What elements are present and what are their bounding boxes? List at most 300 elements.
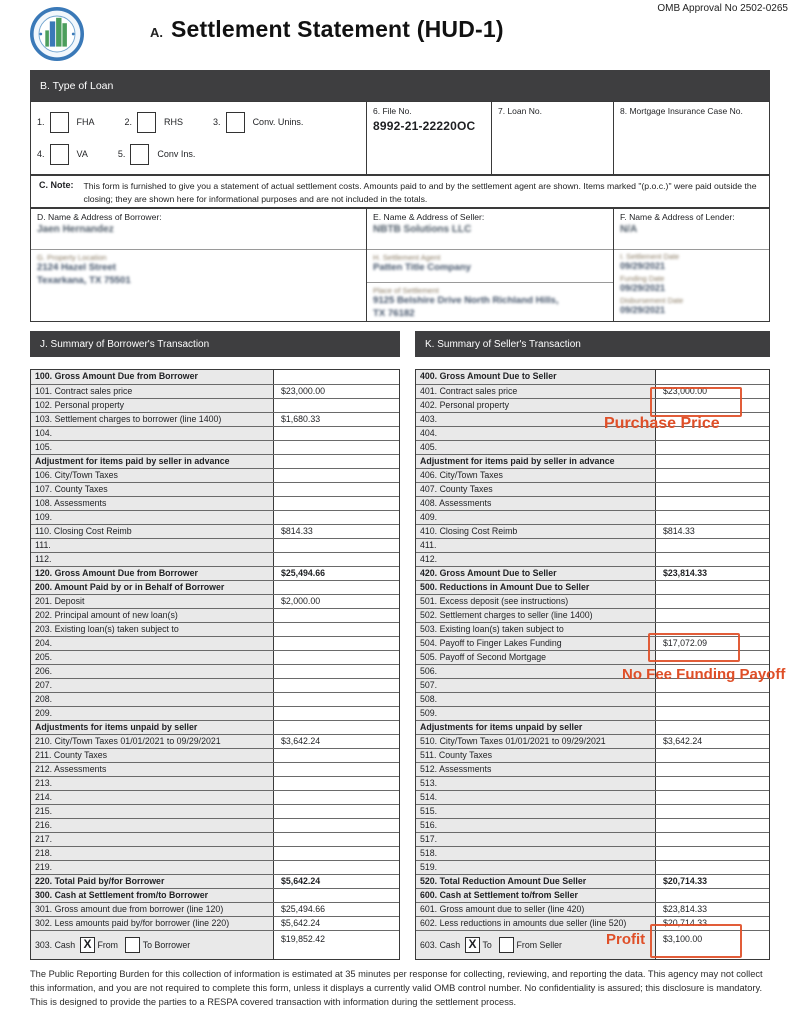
table-row	[31, 706, 399, 720]
table-row	[416, 692, 769, 706]
unchecked-checkbox[interactable]	[499, 937, 514, 953]
section-b-header: B. Type of Loan	[30, 70, 770, 101]
section-header-row	[416, 370, 769, 384]
row-value-cell	[656, 441, 769, 454]
disbursement-date-label: Disbursement Date	[620, 295, 684, 305]
table-row	[416, 524, 769, 538]
row-label-cell: 601. Gross amount due to seller (line 420)	[416, 903, 656, 916]
row-label-cell: 404.	[416, 427, 656, 440]
cash-row-label: 603. Cash	[420, 939, 465, 950]
row-value-cell	[656, 581, 769, 594]
table-row	[416, 860, 769, 874]
row-label-cell: 504. Payoff to Finger Lakes Funding	[416, 637, 656, 650]
checked-checkbox[interactable]: X	[80, 937, 95, 953]
row-label-cell: 514.	[416, 791, 656, 804]
row-label-cell: 405.	[416, 441, 656, 454]
row-label-cell: Adjustments for items unpaid by seller	[416, 721, 656, 734]
settlement-date-value: 09/29/2021	[620, 261, 666, 271]
row-label-cell: 214.	[31, 791, 274, 804]
table-row	[416, 846, 769, 860]
row-label-cell: 212. Assessments	[31, 763, 274, 776]
table-row	[31, 566, 399, 580]
row-value-cell	[274, 370, 399, 384]
row-value-cell	[274, 805, 399, 818]
table-row	[416, 832, 769, 846]
table-row	[31, 552, 399, 566]
row-label-cell: 520. Total Reduction Amount Due Seller	[416, 875, 656, 888]
row-value-cell: $5,642.24	[274, 917, 399, 930]
row-label-cell: 401. Contract sales price	[416, 385, 656, 398]
seller-column	[366, 209, 613, 321]
row-value-cell	[274, 679, 399, 692]
seller-label: E. Name & Address of Seller:	[373, 212, 485, 222]
row-value-cell	[274, 707, 399, 720]
table-row	[416, 482, 769, 496]
row-value-cell	[274, 665, 399, 678]
table-row	[416, 818, 769, 832]
row-value-cell	[274, 539, 399, 552]
row-value-cell	[656, 469, 769, 482]
row-label-cell: 215.	[31, 805, 274, 818]
section-header-row	[31, 370, 399, 384]
row-value-cell	[274, 609, 399, 622]
purchase-price-annotation-label: Purchase Price	[604, 415, 720, 432]
row-label-cell: 213.	[31, 777, 274, 790]
table-row	[31, 650, 399, 664]
borrower-column	[31, 209, 366, 321]
row-value-cell	[274, 861, 399, 874]
settlement-date-label: I. Settlement Date	[620, 252, 680, 261]
loan-type-number: 2.	[124, 117, 133, 127]
row-label-cell: 406. City/Town Taxes	[416, 469, 656, 482]
property-location-label: G. Property Location	[37, 253, 107, 262]
row-value-cell: $3,642.24	[656, 735, 769, 748]
row-label-cell: 505. Payoff of Second Mortgage	[416, 651, 656, 664]
table-row	[416, 566, 769, 580]
table-row	[31, 398, 399, 412]
lender-label: F. Name & Address of Lender:	[620, 212, 735, 222]
row-label-cell: 408. Assessments	[416, 497, 656, 510]
seller-name: NBTB Solutions LLC	[373, 224, 472, 235]
rhs-label: RHS	[164, 117, 184, 127]
checkbox-option-label: To Borrower	[140, 939, 191, 950]
table-row	[416, 804, 769, 818]
form-title: Settlement Statement (HUD-1)	[171, 16, 504, 42]
row-label-cell: 508.	[416, 693, 656, 706]
row-value-cell	[274, 623, 399, 636]
row-value-cell: $23,814.33	[656, 903, 769, 916]
row-label-cell: 208.	[31, 693, 274, 706]
section-header-row	[31, 720, 399, 734]
row-value-cell: $25,494.66	[274, 903, 399, 916]
row-label-cell: 108. Assessments	[31, 497, 274, 510]
row-value-cell: $19,852.42	[274, 931, 399, 959]
row-value-cell	[656, 539, 769, 552]
table-row	[31, 902, 399, 916]
property-address-line1: 2124 Hazel Street	[37, 262, 116, 273]
disbursement-date-value: 09/29/2021	[620, 304, 666, 315]
loan-no-cell	[491, 102, 613, 174]
row-value-cell	[656, 777, 769, 790]
table-row	[31, 818, 399, 832]
row-label-cell: 204.	[31, 637, 274, 650]
public-reporting-burden-text: The Public Reporting Burden for this collection of information is estimated at 35 minutes per response for collecting, reviewing, and reporting the data. This agency may not collect this information, and you are not required to complete this form, unless it displays a currently valid OMB control number. No confidentiality is assured; this disclosure is mandatory. This is designed to provide the parties to a RESPA covered transaction with information during the settlement process.	[30, 969, 763, 1007]
row-value-cell	[656, 483, 769, 496]
row-label-cell: 300. Cash at Settlement from/to Borrower	[31, 889, 274, 902]
table-row	[31, 440, 399, 454]
table-row	[31, 916, 399, 930]
row-label-cell: 407. County Taxes	[416, 483, 656, 496]
funding-date-label: Funding Date	[620, 273, 665, 283]
borrower-name: Jaen Hernandez	[37, 224, 114, 235]
lender-column	[613, 209, 769, 321]
conv-unins-checkbox[interactable]	[226, 112, 245, 133]
row-value-cell	[274, 553, 399, 566]
row-label-cell: 400. Gross Amount Due to Seller	[416, 370, 656, 384]
row-label-cell: 518.	[416, 847, 656, 860]
settlement-agent-name: Patten Title Company	[373, 262, 471, 273]
va-checkbox[interactable]	[50, 144, 69, 165]
section-c-note	[30, 175, 770, 208]
row-label-cell: 510. City/Town Taxes 01/01/2021 to 09/29/2021	[416, 735, 656, 748]
section-j-header: J. Summary of Borrower's Transaction	[30, 331, 400, 357]
section-header-row	[416, 888, 769, 902]
row-label-cell: 515.	[416, 805, 656, 818]
file-no-cell	[366, 102, 491, 174]
table-row	[416, 594, 769, 608]
row-value-cell	[274, 441, 399, 454]
row-value-cell	[274, 483, 399, 496]
row-value-cell	[274, 889, 399, 902]
file-no-value: 8992-21-22220OC	[373, 119, 476, 133]
row-value-cell	[274, 637, 399, 650]
row-label-cell: 412.	[416, 553, 656, 566]
loan-type-checkboxes	[31, 102, 366, 174]
table-row	[416, 468, 769, 482]
row-value-cell: $2,000.00	[274, 595, 399, 608]
row-value-cell: $23,814.33	[656, 567, 769, 580]
row-label-cell: 501. Excess deposit (see instructions)	[416, 595, 656, 608]
row-label-cell: Adjustment for items paid by seller in advance	[416, 455, 656, 468]
row-value-cell	[656, 861, 769, 874]
table-row	[416, 538, 769, 552]
row-label-cell: 600. Cash at Settlement to/from Seller	[416, 889, 656, 902]
row-value-cell	[274, 497, 399, 510]
table-row	[31, 804, 399, 818]
loan-no-label: 7. Loan No.	[498, 106, 542, 116]
place-of-settlement-line2: TX 76182	[373, 307, 415, 319]
row-value-cell: $814.33	[274, 525, 399, 538]
omb-approval-number: OMB Approval No 2502-0265	[657, 3, 788, 14]
row-label-cell: 103. Settlement charges to borrower (line 1400)	[31, 413, 274, 426]
row-label-cell: 120. Gross Amount Due from Borrower	[31, 567, 274, 580]
checkbox-option-label: From Seller	[514, 939, 562, 950]
row-value-cell	[656, 693, 769, 706]
unchecked-checkbox[interactable]	[125, 937, 140, 953]
row-label-cell: 410. Closing Cost Reimb	[416, 525, 656, 538]
note-label: C. Note:	[39, 180, 74, 190]
funding-date-value: 09/29/2021	[620, 282, 666, 293]
row-label-cell: 512. Assessments	[416, 763, 656, 776]
row-value-cell	[274, 763, 399, 776]
conv-ins-label: Conv Ins.	[157, 149, 196, 159]
row-value-cell	[656, 707, 769, 720]
row-value-cell	[656, 370, 769, 384]
table-row	[416, 734, 769, 748]
row-label-cell: 420. Gross Amount Due to Seller	[416, 567, 656, 580]
row-label-cell: 517.	[416, 833, 656, 846]
table-row	[31, 748, 399, 762]
table-row	[31, 622, 399, 636]
row-label-cell: 411.	[416, 539, 656, 552]
row-value-cell	[274, 833, 399, 846]
place-of-settlement-line1: 9125 Belshire Drive North Richland Hills,	[373, 295, 559, 306]
hud-seal-icon	[30, 7, 84, 61]
row-label-cell: 203. Existing loan(s) taken subject to	[31, 623, 274, 636]
row-value-cell	[656, 455, 769, 468]
lender-name: N/A	[620, 224, 638, 235]
cash-row	[31, 930, 399, 959]
section-a-letter: A.	[150, 25, 163, 40]
row-value-cell: $5,642.24	[274, 875, 399, 888]
table-row	[31, 860, 399, 874]
row-label-cell: 105.	[31, 441, 274, 454]
row-value-cell	[656, 889, 769, 902]
table-row	[31, 790, 399, 804]
table-row	[416, 608, 769, 622]
seller-transaction-table	[415, 369, 770, 960]
row-value-cell	[274, 581, 399, 594]
row-value-cell	[656, 553, 769, 566]
profit-annotation-box	[650, 924, 742, 958]
row-label-cell: 111.	[31, 539, 274, 552]
row-label-cell: 107. County Taxes	[31, 483, 274, 496]
row-label-cell: 509.	[416, 707, 656, 720]
table-row	[416, 552, 769, 566]
row-value-cell	[274, 399, 399, 412]
row-label-cell: 507.	[416, 679, 656, 692]
table-row	[31, 846, 399, 860]
table-row	[31, 636, 399, 650]
row-label-cell: 511. County Taxes	[416, 749, 656, 762]
row-label-cell: 402. Personal property	[416, 399, 656, 412]
row-value-cell	[656, 847, 769, 860]
mortgage-case-cell	[613, 102, 769, 174]
row-label-cell: 207.	[31, 679, 274, 692]
row-label-cell: 513.	[416, 777, 656, 790]
table-row	[31, 538, 399, 552]
row-label-cell: 502. Settlement charges to seller (line 1400)	[416, 609, 656, 622]
row-value-cell: $25,494.66	[274, 567, 399, 580]
table-row	[31, 412, 399, 426]
row-value-cell	[274, 651, 399, 664]
row-label-cell: 106. City/Town Taxes	[31, 469, 274, 482]
row-label-cell: 219.	[31, 861, 274, 874]
loan-type-number: 1.	[37, 117, 45, 127]
table-row	[31, 482, 399, 496]
row-value-cell: $3,642.24	[274, 735, 399, 748]
checked-checkbox[interactable]: X	[465, 937, 480, 953]
cash-row-label: 303. Cash	[35, 939, 80, 950]
row-value-cell	[656, 721, 769, 734]
section-header-row	[31, 888, 399, 902]
row-value-cell	[656, 511, 769, 524]
row-value-cell	[274, 469, 399, 482]
table-row	[416, 748, 769, 762]
file-no-label: 6. File No.	[373, 106, 412, 116]
row-value-cell: $23,000.00	[274, 385, 399, 398]
row-value-cell	[274, 693, 399, 706]
row-label-cell: 209.	[31, 707, 274, 720]
row-label-cell: 206.	[31, 665, 274, 678]
borrower-label: D. Name & Address of Borrower:	[37, 212, 162, 222]
table-row	[31, 608, 399, 622]
row-label-cell: 301. Gross amount due from borrower (line 120)	[31, 903, 274, 916]
row-label-cell: 220. Total Paid by/for Borrower	[31, 875, 274, 888]
row-label-cell: 302. Less amounts paid by/for borrower (line 220)	[31, 917, 274, 930]
section-k-header: K. Summary of Seller's Transaction	[415, 331, 770, 357]
table-row	[416, 440, 769, 454]
row-value-cell	[656, 749, 769, 762]
row-label-cell: 112.	[31, 553, 274, 566]
place-of-settlement-label: Place of Settlement	[373, 286, 439, 295]
row-value-cell: $814.33	[656, 525, 769, 538]
row-value-cell: $3,100.00	[656, 931, 769, 959]
row-label-cell: 506.	[416, 665, 656, 678]
section-header-row	[416, 720, 769, 734]
property-address-line2: Texarkana, TX 75501	[37, 274, 131, 286]
fha-label: FHA	[76, 117, 95, 127]
purchase-price-annotation-box	[650, 387, 742, 417]
row-value-cell	[274, 819, 399, 832]
row-value-cell	[274, 455, 399, 468]
row-value-cell: $1,680.33	[274, 413, 399, 426]
borrower-transaction-table	[30, 369, 400, 960]
table-row	[416, 762, 769, 776]
row-label-cell: 200. Amount Paid by or in Behalf of Borrower	[31, 581, 274, 594]
row-value-cell: $23,000.00	[656, 385, 769, 398]
table-row	[416, 510, 769, 524]
payoff-annotation-label: No Fee Funding Payoff	[622, 666, 786, 683]
table-row	[31, 734, 399, 748]
fha-checkbox[interactable]	[50, 112, 69, 133]
section-header-row	[31, 454, 399, 468]
row-label-cell: 104.	[31, 427, 274, 440]
row-value-cell	[656, 833, 769, 846]
table-row	[416, 776, 769, 790]
table-row	[416, 874, 769, 888]
row-value-cell: $17,072.09	[656, 637, 769, 650]
conv-unins-label: Conv. Unins.	[252, 117, 304, 127]
row-label-cell: 216.	[31, 819, 274, 832]
section-header-row	[31, 580, 399, 594]
row-label-cell: 100. Gross Amount Due from Borrower	[31, 370, 274, 384]
row-label-cell: 503. Existing loan(s) taken subject to	[416, 623, 656, 636]
table-row	[31, 524, 399, 538]
table-row	[31, 692, 399, 706]
row-label-cell: 109.	[31, 511, 274, 524]
row-label-cell: Adjustments for items unpaid by seller	[31, 721, 274, 734]
conv-ins-checkbox[interactable]	[130, 144, 149, 165]
table-row	[31, 664, 399, 678]
row-label-cell: 205.	[31, 651, 274, 664]
row-value-cell	[274, 777, 399, 790]
row-value-cell: $20,714.33	[656, 875, 769, 888]
table-row	[31, 468, 399, 482]
row-value-cell	[274, 749, 399, 762]
row-label-cell: 201. Deposit	[31, 595, 274, 608]
row-value-cell	[274, 721, 399, 734]
table-row	[416, 706, 769, 720]
settlement-agent-label: H. Settlement Agent	[373, 253, 441, 262]
table-row	[31, 874, 399, 888]
row-label-cell: 519.	[416, 861, 656, 874]
table-row	[416, 902, 769, 916]
note-text: This form is furnished to give you a statement of actual settlement costs. Amounts paid to and by the settlement agent are shown. Items marked "(p.o.c.)" were paid outside the closing; they are shown here for informational purposes and are not included in the totals.	[83, 181, 757, 204]
mortgage-case-label: 8. Mortgage Insurance Case No.	[620, 106, 743, 116]
loan-type-number: 3.	[213, 117, 221, 127]
row-label-cell: 202. Principal amount of new loan(s)	[31, 609, 274, 622]
row-label-cell: 516.	[416, 819, 656, 832]
rhs-checkbox[interactable]	[137, 112, 156, 133]
page-title	[150, 16, 504, 43]
row-label-cell: 217.	[31, 833, 274, 846]
row-label-cell: 500. Reductions in Amount Due to Seller	[416, 581, 656, 594]
section-header-row	[416, 454, 769, 468]
row-label-cell: 210. City/Town Taxes 01/01/2021 to 09/29/2021	[31, 735, 274, 748]
loan-type-box	[30, 101, 770, 175]
table-row	[31, 496, 399, 510]
row-label-cell: 101. Contract sales price	[31, 385, 274, 398]
row-value-cell	[274, 511, 399, 524]
loan-type-number: 5.	[117, 149, 126, 159]
row-value-cell	[274, 427, 399, 440]
table-row	[31, 776, 399, 790]
checkbox-option-label: To	[480, 939, 500, 950]
table-row	[31, 762, 399, 776]
row-value-cell	[656, 805, 769, 818]
table-row	[31, 832, 399, 846]
row-value-cell	[274, 847, 399, 860]
row-value-cell	[656, 763, 769, 776]
row-value-cell	[656, 595, 769, 608]
table-row	[31, 510, 399, 524]
row-value-cell: $20,714.33	[656, 917, 769, 930]
row-label-cell: 602. Less reductions in amounts due seller (line 520)	[416, 917, 656, 930]
parties-box	[30, 208, 770, 322]
row-label-cell: 403.	[416, 413, 656, 426]
table-row	[31, 594, 399, 608]
row-label-cell: Adjustment for items paid by seller in advance	[31, 455, 274, 468]
row-value-cell	[656, 497, 769, 510]
row-label-cell: 211. County Taxes	[31, 749, 274, 762]
profit-annotation-label: Profit	[606, 931, 646, 948]
row-value-cell	[656, 819, 769, 832]
row-value-cell	[656, 791, 769, 804]
row-value-cell	[656, 609, 769, 622]
checkbox-option-label: From	[95, 939, 126, 950]
table-row	[31, 384, 399, 398]
cash-row-label-cell	[31, 931, 274, 959]
row-value-cell	[274, 791, 399, 804]
payoff-annotation-box	[648, 633, 740, 662]
row-label-cell: 102. Personal property	[31, 399, 274, 412]
table-row	[416, 790, 769, 804]
table-row	[31, 678, 399, 692]
section-header-row	[416, 580, 769, 594]
row-label-cell: 110. Closing Cost Reimb	[31, 525, 274, 538]
row-label-cell: 409.	[416, 511, 656, 524]
